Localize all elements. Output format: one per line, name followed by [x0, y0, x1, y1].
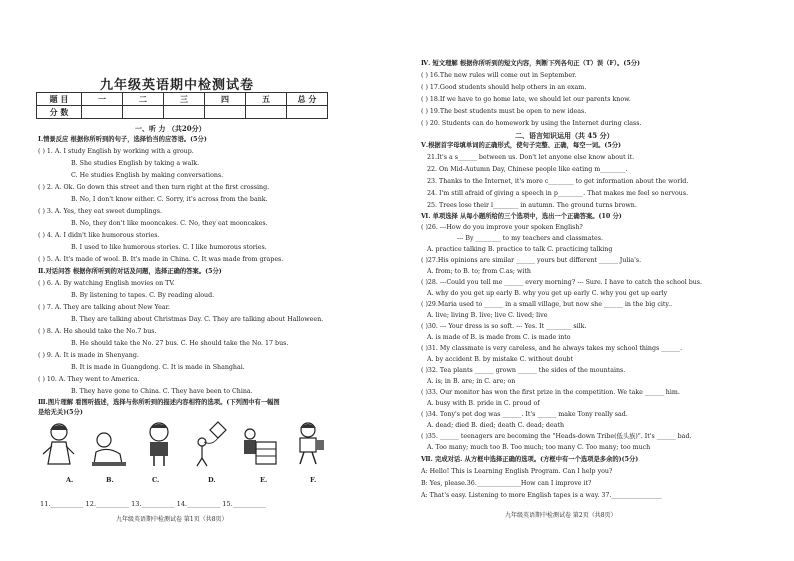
question-line: ( )28. ---Could you tell me ______ every morning? --- Sure. I have to catch the school bus.	[421, 279, 703, 286]
part4-title: Ⅳ. 短文理解 根据你所听到的短文内容，判断下列各句正（T）误（F）。(5分)	[421, 60, 640, 67]
question-line: A. is made of B. is made from C. is made into	[427, 334, 571, 341]
question-line: B. No, they don't like mooncakes. C. No, they eat mooncakes.	[71, 220, 268, 227]
question-line: ( ) 16.The new rules will come out in September.	[421, 72, 577, 79]
picture-label: B.	[106, 476, 114, 484]
question-line: B. I used to like humorous stories. C. I like humorous stories.	[71, 244, 267, 251]
right-page	[397, 0, 794, 561]
question-line: ( )29.Maria used to ______ in a small village, but now she ______ in the big city..	[421, 301, 673, 308]
score-label-cell: 分 数	[37, 106, 82, 119]
picture-label: A.	[66, 476, 74, 484]
picture-label: E.	[260, 476, 268, 484]
question-line: ( ) 6. A. By watching English movies on TV.	[38, 280, 175, 287]
question-line: B. They have gone to China. C. They have been to China.	[71, 388, 253, 395]
section-language-heading: 二、语言知识运用（共 45 分）	[515, 131, 614, 140]
part3-title: Ⅲ.图片理解 看图听描述，选择与你所听到的描述内容相符的选项。(下列图中有一幅图	[38, 399, 280, 406]
question-line: A. why do you get up early B. why you get up early C. why you get up early	[427, 290, 668, 297]
question-line: ( )35. ______ teenagers are becoming the "Heads-down Tribe(低头族)". It's ______ bad.	[421, 433, 692, 440]
question-line: ( )32. Tea plants ______ grown ______ the sides of the mountains.	[421, 367, 626, 374]
question-line: ( ) 8. A. He should take the No.7 bus.	[38, 328, 157, 335]
page-footer: 九年级英语期中检测试卷 第1页（共8页）	[116, 516, 228, 523]
question-line: ( )33. Our monitor has won the first prize in the competition. We take ______ him.	[421, 389, 680, 396]
question-line: A. busy with B. pride in C. proud of	[427, 400, 540, 407]
baby-picture	[88, 424, 130, 472]
question-line: --- By ________ to my teachers and classmates.	[457, 235, 603, 242]
score-cell[interactable]	[164, 106, 205, 119]
question-line: 24. I'm still afraid of giving a speech in p________. That makes me feel so nervous.	[427, 190, 689, 197]
question-line: C. He studies English by making conversations.	[71, 172, 224, 179]
question-line: 25. Trees lose their l________ in autumn. The ground turns brown.	[427, 202, 637, 209]
dialogue-line: B: Yes, please.36.______________How can I improve it?	[421, 480, 592, 487]
question-line: A. practice talking B. practice to talk C. practicing talking	[427, 246, 613, 253]
score-cell[interactable]	[205, 106, 246, 119]
part7-title: Ⅶ. 完成对话. 从方框中选择正确的选项。(方框中有一个选项是多余的)(5分)	[421, 456, 639, 463]
question-line: B. No, I don't know either. C. Sorry, it's across from the bank.	[71, 196, 268, 203]
question-line: B. She studies English by taking a walk.	[71, 160, 200, 167]
question-line: A. Too many; much too B. Too much; too many C. Too many; too much	[427, 444, 651, 451]
kite-picture	[188, 420, 230, 468]
question-line: ( ) 2. A. Ok. Go down this street and then turn right at the first crossing.	[38, 184, 270, 191]
boy-picture	[138, 420, 180, 468]
question-line: A. dead; died B. died; death C. dead; death	[427, 422, 565, 429]
part6-title: Ⅵ. 单项选择 从每小题所给的三个选项中，选出一个正确答案。(10 分)	[421, 213, 622, 220]
question-line: 21.It's a s______ between us. Don't let anyone else know about it.	[427, 154, 635, 161]
question-line: ( )26. ---How do you improve your spoken English?	[421, 224, 583, 231]
question-line: ( )27.His opinions are similar ______ yours but different ______ Julia's.	[421, 257, 642, 264]
shop-picture	[238, 422, 280, 470]
part1-title: Ⅰ.情景反应 根据你所听到的句子，选择恰当的应答语。(5分)	[38, 136, 207, 143]
dialogue-line: A: That's easy. Listening to more English tapes is a way. 37.________________	[421, 492, 662, 499]
score-cell[interactable]	[123, 106, 164, 119]
question-line: ( ) 10. A. They went to America.	[38, 376, 140, 383]
student-picture	[288, 420, 330, 468]
question-line: ( ) 1. A. I study English by working with a group.	[38, 148, 194, 155]
question-line: ( )34. Tony's pet dog was ______. It's ______ make Tony really sad.	[421, 411, 628, 418]
question-line: ( ) 5. A. It's made of wool. B. It's made in China. C. It was made from grapes.	[38, 256, 284, 263]
question-line: ( ) 20. Students can do homework by using the Internet during class.	[421, 120, 642, 127]
score-header-cell: 题 目	[37, 93, 82, 106]
question-line: ( ) 7. A. They are talking about New Year.	[38, 304, 170, 311]
page-footer: 九年级英语期中检测试卷 第2页（共8页）	[505, 512, 617, 519]
exam-title: 九年级英语期中检测试卷	[100, 78, 255, 93]
question-line: ( ) 18.If we have to go home late, we should let our parents know.	[421, 96, 631, 103]
question-line: B. They are talking about Christmas Day. C. They are talking about Halloween.	[71, 316, 324, 323]
score-header-cell: 总 分	[287, 93, 328, 106]
picture-label: F.	[310, 476, 317, 484]
question-line: ( ) 9. A. It is made in Shenyang.	[38, 352, 139, 359]
score-header-cell: 四	[205, 93, 246, 106]
picture-row	[38, 420, 338, 490]
picture-label: C.	[152, 476, 160, 484]
question-line: ( )31. My classmate is very careless, and he always takes my school things ______.	[421, 345, 683, 352]
answer-blanks[interactable]: 11.__________ 12.__________ 13.__________ 14.__________ 15.__________	[40, 500, 266, 508]
question-line: A. is; in B. are; in C. are; on	[427, 378, 516, 385]
score-header-cell: 二	[123, 93, 164, 106]
score-header-cell: 五	[246, 93, 287, 106]
girl-picture	[38, 420, 80, 468]
score-cell[interactable]	[287, 106, 328, 119]
question-line: 22. On Mid-Autumn Day, Chinese people like eating m________.	[427, 166, 628, 173]
question-line: ( ) 19.The best students must be open to new ideas.	[421, 108, 587, 115]
question-line: B. He should take the No. 27 bus. C. He should take the No. 17 bus.	[71, 340, 289, 347]
question-line: A. live; living B. live; live C. lived; live	[427, 312, 548, 319]
question-line: A. from; to B. to; from C.as; with	[427, 268, 531, 275]
section-listening-heading: 一、听 力 （共20分）	[135, 124, 206, 133]
part2-title: Ⅱ.对话问答 根据你所听到的对话及问题，选择正确的答案。(5分)	[38, 268, 222, 275]
question-line: 23. Thanks to the Internet, it's more c________ to get information about the world.	[427, 178, 689, 185]
dialogue-line: A: Hello! This is Learning English Program. Can I help you?	[421, 468, 613, 475]
score-header-cell: 一	[82, 93, 123, 106]
question-line: A. by accident B. by mistake C. without doubt	[427, 356, 573, 363]
score-cell[interactable]	[246, 106, 287, 119]
picture-label: D.	[208, 476, 216, 484]
score-cell[interactable]	[82, 106, 123, 119]
part5-title: Ⅴ.根据首字母填单词的正确形式，使句子完整、正确，每空一词。(5分)	[421, 142, 622, 149]
question-line: ( ) 17.Good students should help others in an exam.	[421, 84, 587, 91]
question-line: ( ) 3. A. Yes, they eat sweet dumplings.	[38, 208, 162, 215]
part3-title-cont: 是给无关)(5分)	[38, 409, 83, 416]
question-line: B. By listening to tapes. C. By reading aloud.	[71, 292, 215, 299]
question-line: B. It is made in Guangdong. C. It is made in Shanghai.	[71, 364, 245, 371]
score-table	[36, 92, 328, 119]
score-header-cell: 三	[164, 93, 205, 106]
question-line: ( )30. --- Your dress is so soft. --- Yes. It ________ silk.	[421, 323, 587, 330]
question-line: ( ) 4. A. I didn't like humorous stories.	[38, 232, 160, 239]
